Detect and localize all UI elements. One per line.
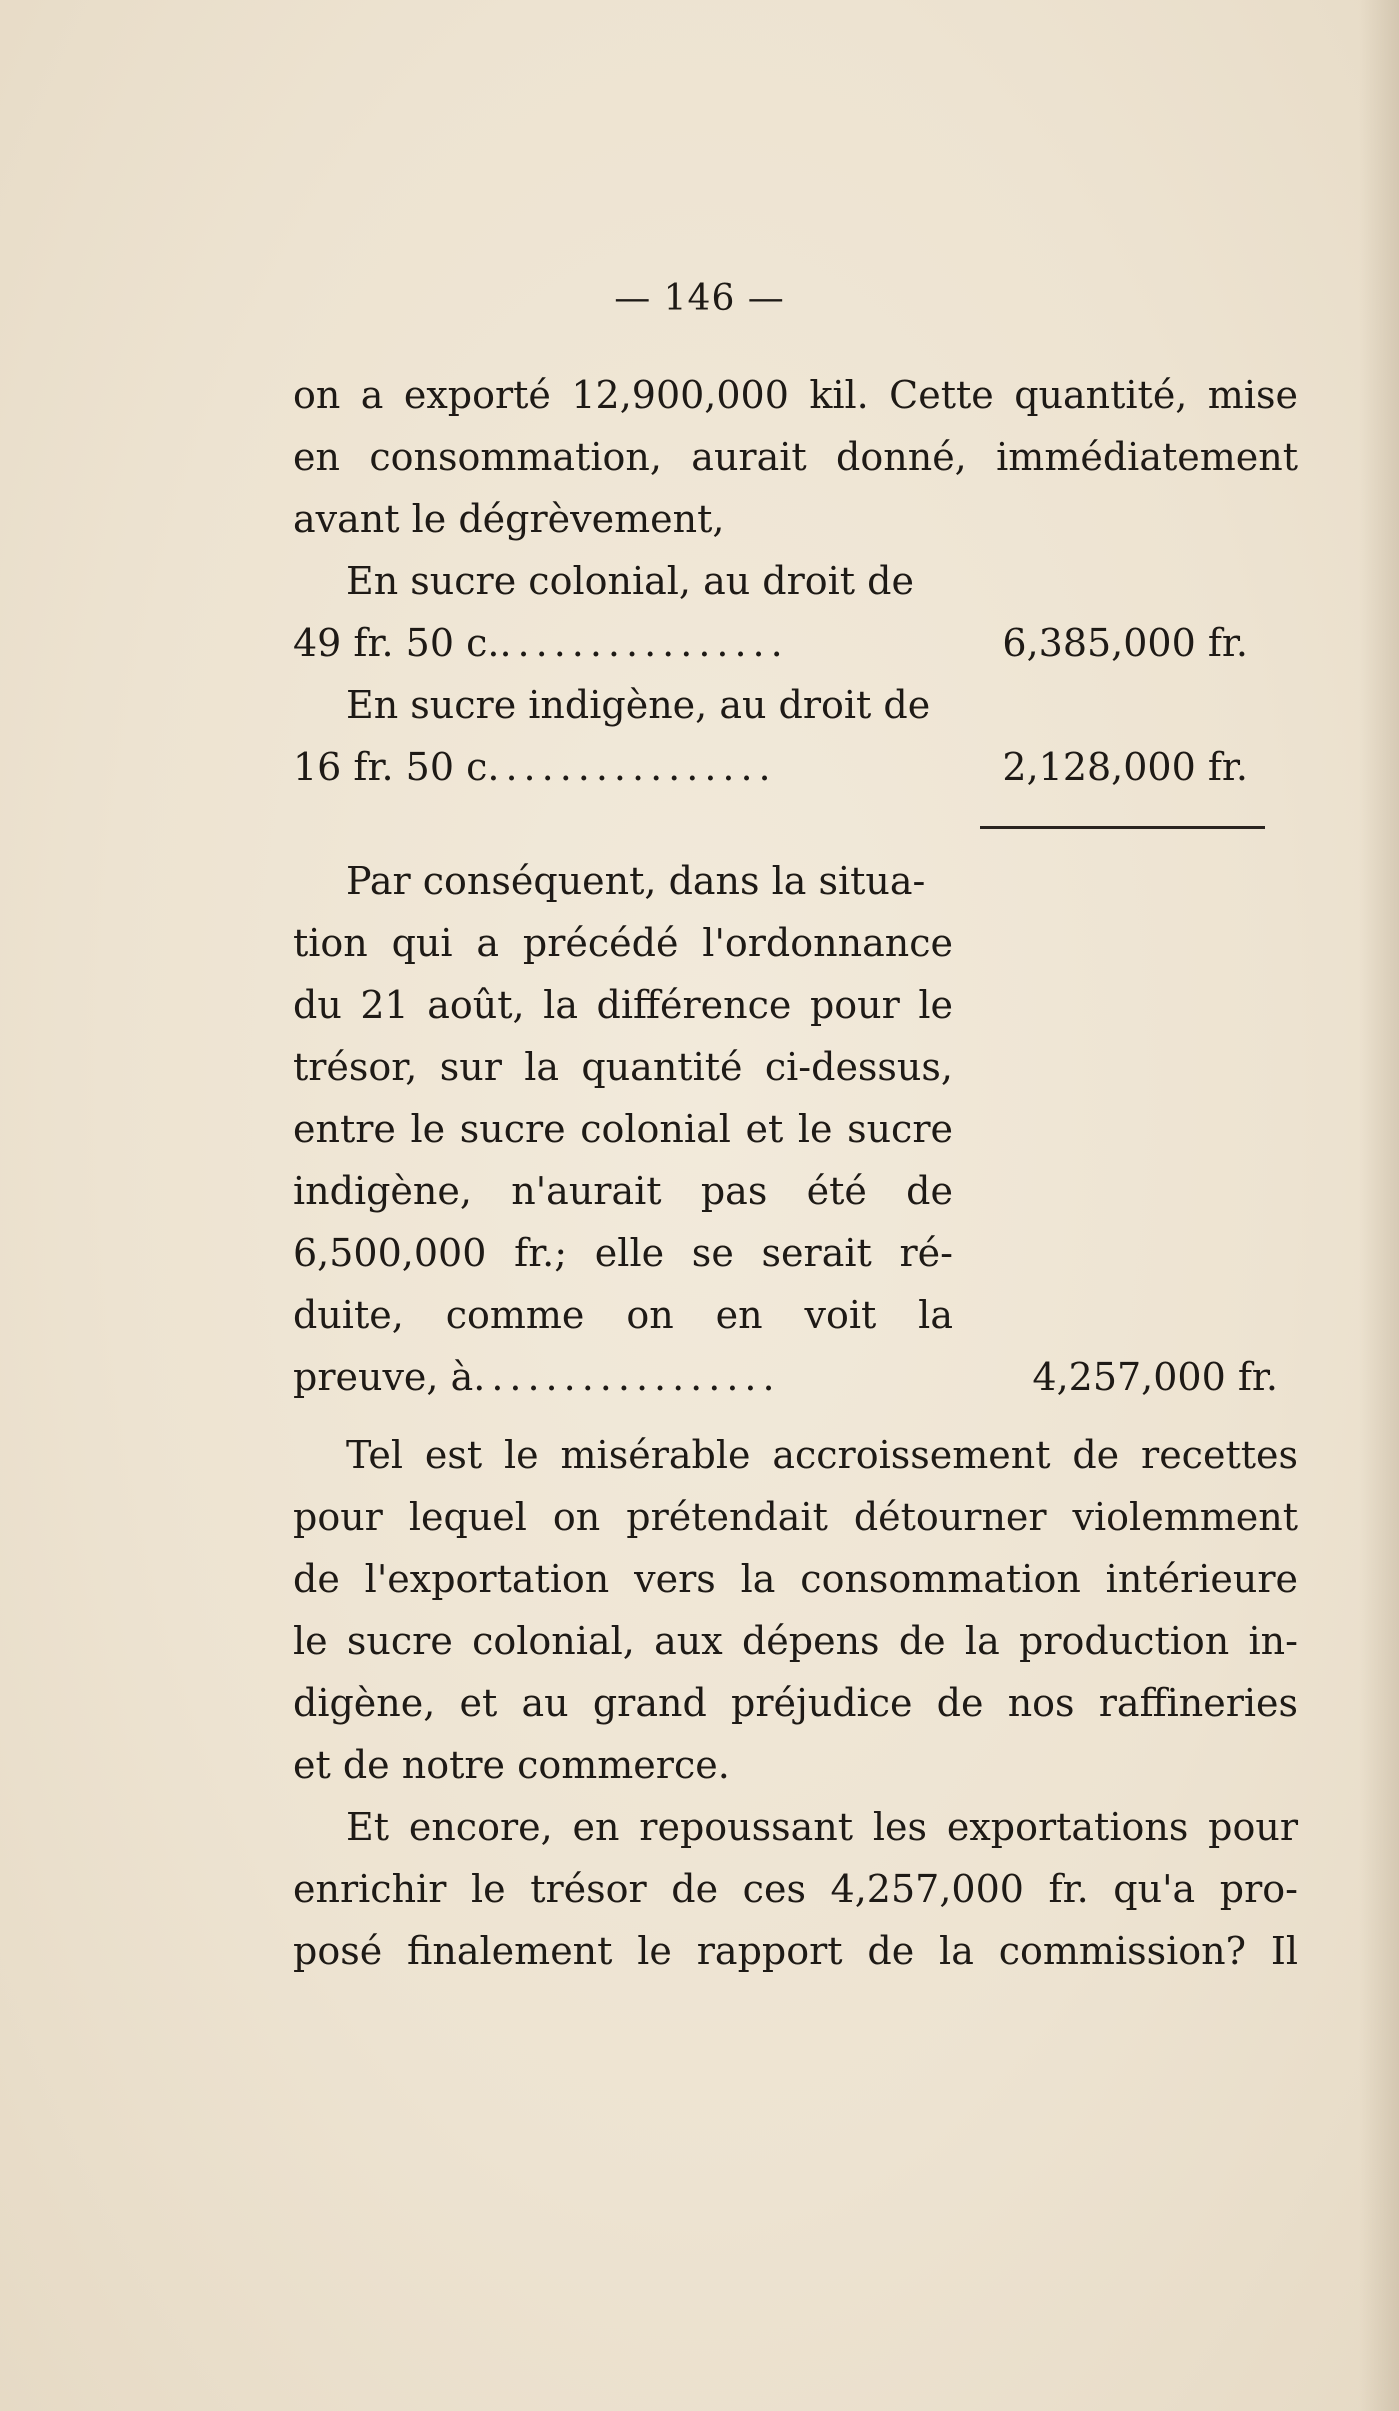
text-line: digène, et au grand préjudice de nos raffineries (293, 1681, 1298, 1725)
text-line: en consommation, aurait donné, immédiatement (293, 435, 1298, 479)
paragraph-recettes (293, 1424, 1298, 1796)
text-line: entre le sucre colonial et le sucre (293, 1107, 953, 1151)
text-line: duite, comme on en voit la (293, 1293, 953, 1337)
conclusion-amount: 4,257,000 fr. (1032, 1355, 1278, 1399)
text-line: indigène, n'aurait pas été de (293, 1169, 953, 1213)
leader-dots: ............... (505, 745, 777, 789)
text-line: trésor, sur la quantité ci-dessus, (293, 1045, 953, 1089)
text-line: posé finalement le rapport de la commission? Il (293, 1929, 1298, 1973)
page-number: — 146 — (614, 278, 785, 319)
sum-rule (980, 826, 1265, 829)
entry-indigene-label: En sucre indigène, au droit de (346, 683, 931, 727)
page-edge-shadow (1359, 0, 1399, 2411)
text-line: pour lequel on prétendait détourner violemment (293, 1495, 1298, 1539)
entry-colonial-row (293, 612, 1298, 674)
conclusion-total-row (293, 1346, 1298, 1408)
paragraph-exportations (293, 1796, 1298, 1982)
entry-colonial-amount: 6,385,000 fr. (1002, 621, 1248, 665)
text-line: Par conséquent, dans la situa- (346, 859, 926, 903)
text-line: 6,500,000 fr.; elle se serait ré- (293, 1231, 953, 1275)
conclusion-paragraph (293, 850, 1298, 1408)
text-line: enrichir le trésor de ces 4,257,000 fr. qu'a pro- (293, 1867, 1298, 1911)
text-line: de l'exportation vers la consommation intérieure (293, 1557, 1298, 1601)
text-line: on a exporté 12,900,000 kil. Cette quantité, mise (293, 373, 1298, 417)
entry-indigene-rate: 16 fr. 50 c. (293, 745, 500, 789)
conclusion-label: preuve, à. (293, 1355, 486, 1399)
leader-dots: ................ (491, 1355, 781, 1399)
text-line: du 21 août, la différence pour le (293, 983, 953, 1027)
text-line: Tel est le misérable accroissement de recettes (346, 1433, 1298, 1477)
text-line: Et encore, en repoussant les exportations pour (346, 1805, 1298, 1849)
entry-indigene-amount: 2,128,000 fr. (1002, 745, 1248, 789)
text-line: avant le dégrèvement, (293, 497, 725, 541)
text-line: tion qui a précédé l'ordonnance (293, 921, 953, 965)
entry-colonial-label: En sucre colonial, au droit de (346, 559, 914, 603)
entry-colonial-rate: 49 fr. 50 c.. (293, 621, 512, 665)
text-line: le sucre colonial, aux dépens de la production in- (293, 1619, 1298, 1663)
entry-indigene-row (293, 736, 1298, 798)
intro-paragraph (293, 364, 1298, 798)
leader-dots: ............... (517, 621, 789, 665)
text-line: et de notre commerce. (293, 1743, 730, 1787)
